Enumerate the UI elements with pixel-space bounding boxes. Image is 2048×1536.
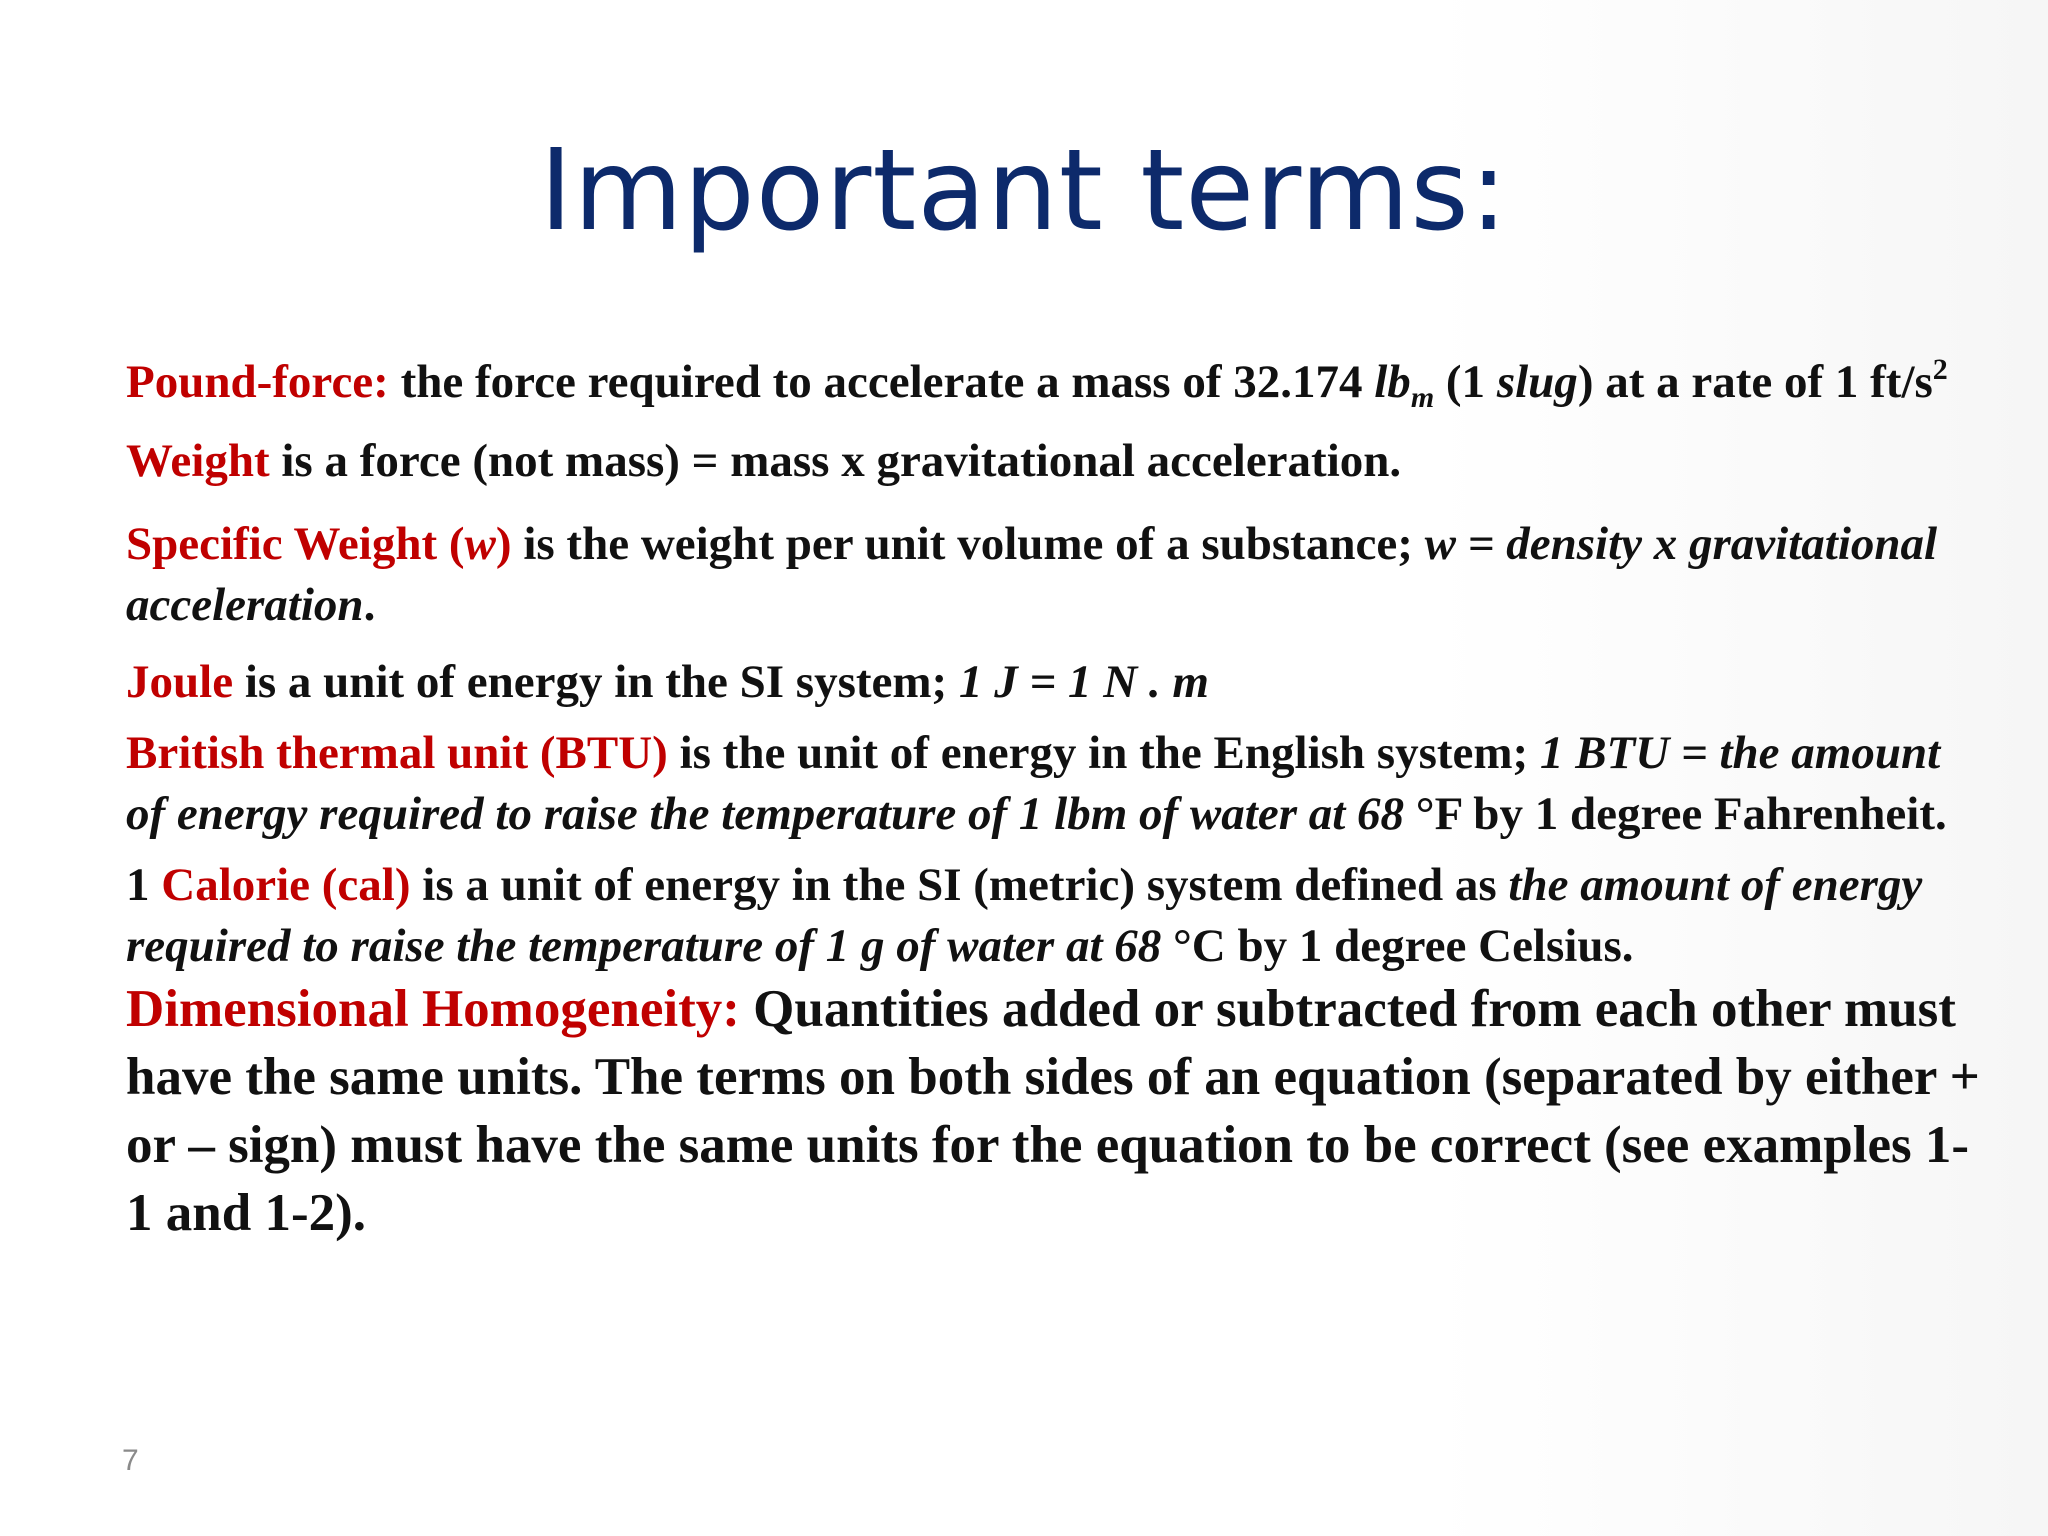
specific-weight-end: . <box>363 579 376 631</box>
calorie-text: is a unit of energy in the SI (metric) system defined as <box>410 859 1509 911</box>
pound-force-paragraph <box>126 352 1986 413</box>
term-specific-weight-close: ) <box>495 518 512 570</box>
calorie-paragraph <box>126 855 1986 977</box>
term-btu: British thermal unit (BTU) <box>126 727 668 779</box>
pound-force-lb-subscript: m <box>1410 381 1435 414</box>
joule-formula: 1 J = 1 N . m <box>958 656 1209 708</box>
pound-force-text-a: the force required to accelerate a mass of 32.174 <box>388 356 1375 408</box>
specific-weight-paragraph <box>126 514 1986 636</box>
term-pound-force: Pound-force: <box>126 356 389 408</box>
specific-weight-text: is the weight per unit volume of a substance; <box>511 518 1425 570</box>
calorie-prefix: 1 <box>126 859 162 911</box>
calorie-unit: °C by 1 degree Celsius. <box>1173 920 1634 972</box>
term-specific-weight-symbol: w <box>464 518 496 570</box>
term-joule: Joule <box>126 656 234 708</box>
joule-text: is a unit of energy in the SI system; <box>233 656 959 708</box>
pound-force-text-b: (1 <box>1434 356 1497 408</box>
slide-body <box>126 352 1986 1247</box>
btu-unit: °F by 1 degree Fahrenheit. <box>1415 788 1947 840</box>
btu-paragraph <box>126 723 1986 845</box>
specific-weight-formula: w = density x gravitational acceleration <box>126 518 1938 631</box>
page-number: 7 <box>122 1444 139 1477</box>
term-calorie: Calorie (cal) <box>161 859 411 911</box>
joule-paragraph <box>126 652 1986 713</box>
btu-definition: 1 BTU = the amount of energy required to raise the temperature of 1 lbm of water at 68 <box>126 727 1941 840</box>
btu-text: is the unit of energy in the English system; <box>667 727 1540 779</box>
slide-title: Important terms: <box>539 126 1509 256</box>
weight-paragraph <box>126 431 1986 492</box>
term-specific-weight: Specific Weight ( <box>126 518 465 570</box>
pound-force-slug: slug <box>1496 356 1578 408</box>
pound-force-lb: lb <box>1374 356 1411 408</box>
pound-force-exponent: 2 <box>1932 353 1948 386</box>
term-weight: Weight <box>126 435 270 487</box>
weight-text: is a force (not mass) = mass x gravitational acceleration. <box>269 435 1402 487</box>
term-dimensional-homogeneity: Dimensional Homogeneity: <box>126 980 740 1038</box>
homogeneity-paragraph <box>126 975 1986 1247</box>
pound-force-text-c: ) at a rate of 1 ft/s <box>1577 356 1933 408</box>
calorie-definition: the amount of energy required to raise the temperature of 1 g of water at 68 <box>126 859 1923 972</box>
homogeneity-text: Quantities added or subtracted from each other must have the same units. The terms on both sides of an equation (separated by either + or – sign) must have the same units for the equation to be correct (see examples 1-1 and 1-2). <box>126 980 1980 1242</box>
